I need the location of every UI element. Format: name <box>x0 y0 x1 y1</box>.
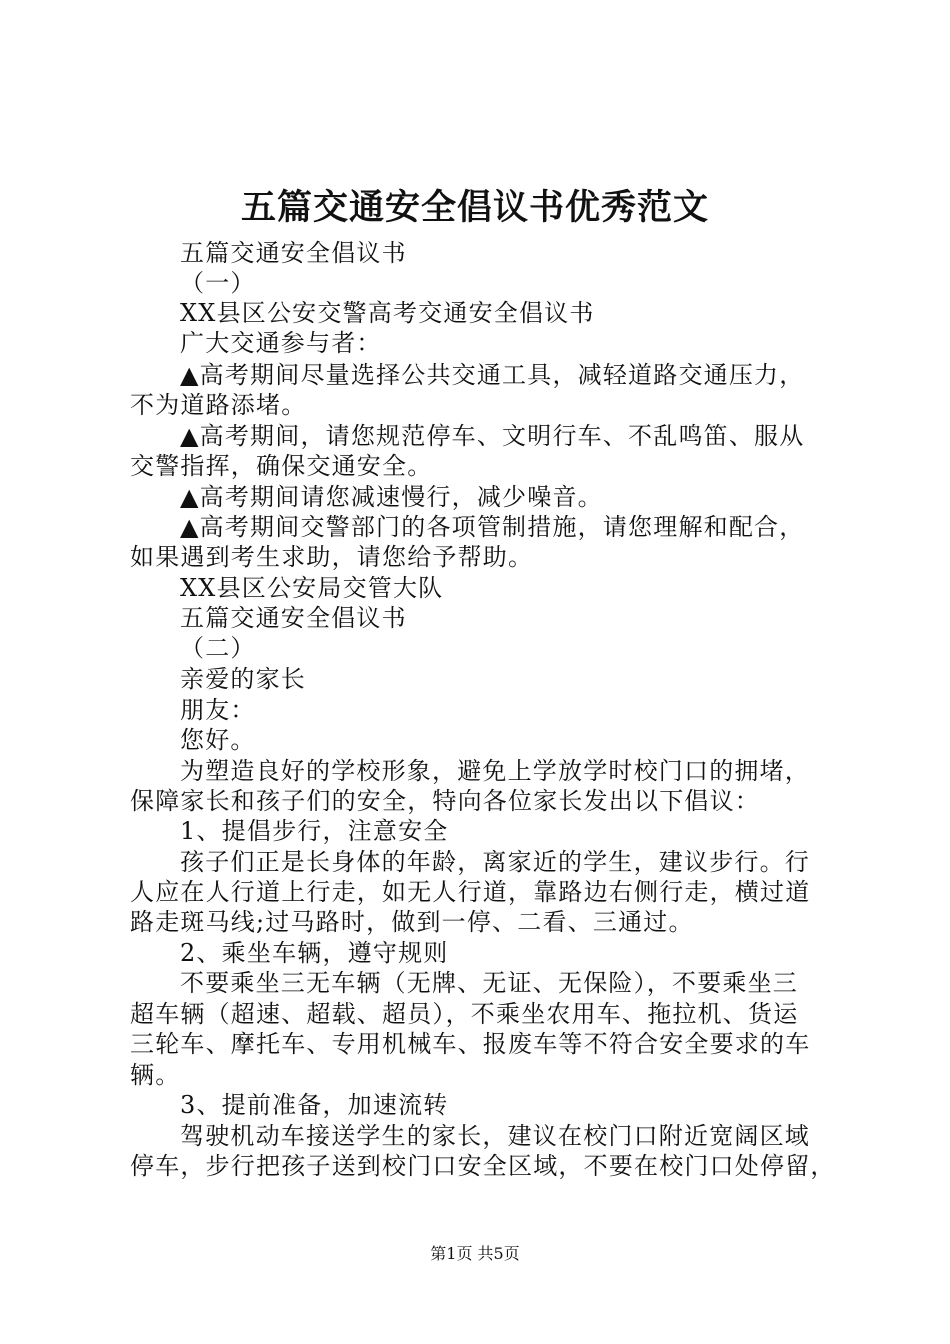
body-line: 驾驶机动车接送学生的家长，建议在校门口附近宽阔区域 <box>180 1122 810 1150</box>
body-line: 超车辆（超速、超载、超员），不乘坐农用车、拖拉机、货运 <box>130 1000 799 1028</box>
body-line: 路走斑马线;过马路时，做到一停、二看、三通过。 <box>130 908 694 936</box>
body-line: ▲高考期间交警部门的各项管制措施，请您理解和配合， <box>180 513 805 541</box>
body-line: 交警指挥，确保交通安全。 <box>130 452 433 480</box>
body-line: 停车，步行把孩子送到校门口安全区域，不要在校门口处停留， <box>130 1152 836 1180</box>
body-line: XX县区公安交警高考交通安全倡议书 <box>180 299 595 327</box>
body-line: 五篇交通安全倡议书 <box>180 239 407 267</box>
body-line: 不要乘坐三无车辆（无牌、无证、无保险），不要乘坐三 <box>180 969 798 997</box>
body-line: 人应在人行道上行走，如无人行道，靠路边右侧行走，横过道 <box>130 878 811 906</box>
page-footer: 第1页 共5页 <box>430 1244 520 1263</box>
body-line: 亲爱的家长 <box>180 665 306 693</box>
body-line: 广大交通参与者： <box>180 329 382 357</box>
body-line: 保障家长和孩子们的安全，特向各位家长发出以下倡议： <box>130 787 760 815</box>
body-line: ▲高考期间请您减速慢行，减少噪音。 <box>180 483 603 511</box>
document-title: 五篇交通安全倡议书优秀范文 <box>240 187 709 228</box>
body-line: （一） <box>180 269 256 297</box>
section-heading: 1、提倡步行，注意安全 <box>180 817 449 845</box>
section-heading: 2、乘坐车辆，遵守规则 <box>180 939 449 967</box>
body-line: 朋友： <box>180 696 256 724</box>
section-heading: 3、提前准备，加速流转 <box>180 1091 449 1119</box>
body-line: （二） <box>180 634 256 662</box>
signature-line: XX县区公安局交管大队 <box>180 574 444 602</box>
body-line: 您好。 <box>180 726 256 754</box>
body-line: ▲高考期间，请您规范停车、文明行车、不乱鸣笛、服从 <box>180 422 805 450</box>
body-line: 不为道路添堵。 <box>130 391 307 419</box>
body-line: ▲高考期间尽量选择公共交通工具，减轻道路交通压力， <box>180 361 805 389</box>
body-line: 五篇交通安全倡议书 <box>180 604 407 632</box>
body-line: 为塑造良好的学校形象，避免上学放学时校门口的拥堵， <box>180 757 810 785</box>
body-line: 如果遇到考生求助，请您给予帮助。 <box>130 543 534 571</box>
body-line: 辆。 <box>130 1061 181 1089</box>
body-line: 孩子们正是长身体的年龄，离家近的学生，建议步行。行 <box>180 848 810 876</box>
body-line: 三轮车、摩托车、专用机械车、报废车等不符合安全要求的车 <box>130 1030 811 1058</box>
